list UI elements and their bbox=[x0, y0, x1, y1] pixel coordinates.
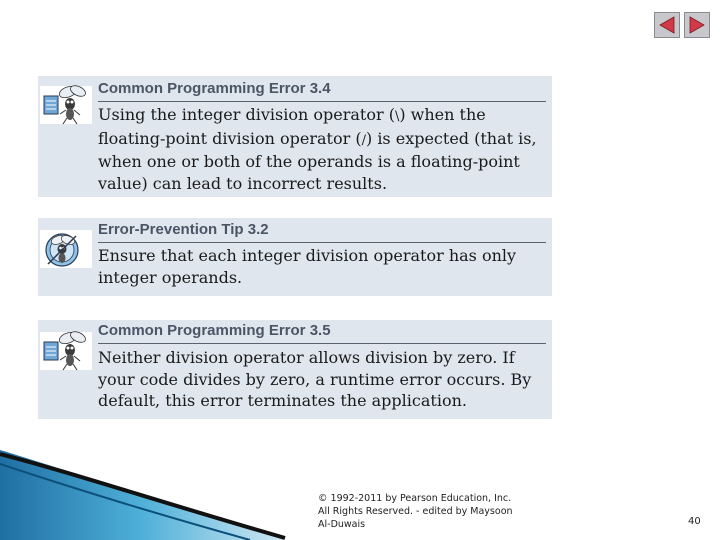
bug-with-tips-icon bbox=[40, 328, 92, 372]
previous-slide-button[interactable] bbox=[654, 12, 680, 38]
box-title: Common Programming Error 3.4 bbox=[98, 80, 331, 97]
box-body-text: Using the integer division operator (\) when the floating-point division operator (/) is expected (that is, when one or both of the operands is a floating-point value) can lead to incorrect results. bbox=[98, 105, 537, 193]
triangle-left-icon bbox=[657, 15, 677, 35]
box-body-text: Ensure that each integer division operator has only integer operands. bbox=[98, 246, 517, 287]
error-prevention-tip-box bbox=[38, 218, 552, 296]
copyright-notice: © 1992-2011 by Pearson Education, Inc. All Rights Reserved. - edited by Maysoon Al-Duwais bbox=[318, 493, 513, 530]
common-programming-error-box bbox=[38, 320, 552, 419]
slash-operator: / bbox=[361, 132, 366, 148]
icon-slot bbox=[40, 76, 92, 124]
next-slide-button[interactable] bbox=[684, 12, 710, 38]
decorative-swoosh bbox=[0, 450, 290, 540]
bug-with-tips-icon bbox=[40, 82, 92, 126]
box-body-text: Neither division operator allows division by zero. If your code divides by zero, a runtime error occurs. By default, this error terminates the application. bbox=[98, 348, 532, 410]
bug-in-crosshair-icon bbox=[40, 226, 92, 270]
title-divider bbox=[98, 242, 546, 243]
box-title: Common Programming Error 3.5 bbox=[98, 322, 331, 339]
title-divider bbox=[98, 343, 546, 344]
icon-slot bbox=[40, 220, 92, 268]
title-divider bbox=[98, 101, 546, 102]
backslash-operator: \ bbox=[394, 109, 400, 124]
icon-slot bbox=[40, 322, 92, 370]
common-programming-error-box bbox=[38, 76, 552, 197]
box-title: Error-Prevention Tip 3.2 bbox=[98, 221, 269, 238]
triangle-right-icon bbox=[687, 15, 707, 35]
page-number: 40 bbox=[688, 516, 701, 527]
